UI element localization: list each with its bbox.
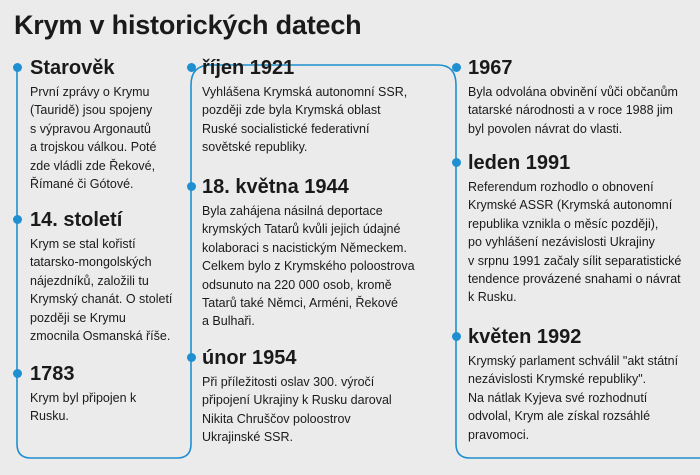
entry-text: Krym byl připojen k Rusku. <box>30 391 137 424</box>
timeline-dot <box>187 353 196 362</box>
timeline-entry-october-1921 <box>202 56 442 157</box>
entry-heading: únor 1954 <box>202 347 297 369</box>
timeline-entry-may-1944 <box>202 175 447 331</box>
entry-text: Krym se stal kořistí tatarsko-mongolských nájezdníků, založili tu Krymský chanát. O století později se Krymu zmocnila Osmanská říše. <box>30 237 173 344</box>
entry-text: Referendum rozhodlo o obnovení Krymské ASSR (Krymská autonomní republika vznikla o měsíc později), po vyhlášení nezávislosti Ukrajiny v srpnu 1991 začaly sílit separatistické tendence provázené snahami o návrat k Rusku. <box>468 180 682 305</box>
timeline-entry-1967 <box>468 56 698 138</box>
entry-heading: 1967 <box>468 57 513 79</box>
entry-heading: 1783 <box>30 363 75 385</box>
timeline-dot <box>13 369 22 378</box>
timeline-entry-january-1991 <box>468 151 698 307</box>
timeline-entry-ancient <box>30 56 180 193</box>
entry-heading: Starověk <box>30 57 115 79</box>
entry-text: Byla odvolána obvinění vůči občanům tatarské národnosti a v roce 1988 jim byl povolen návrat do vlasti. <box>468 85 678 136</box>
timeline-dot <box>452 332 461 341</box>
entry-text: První zprávy o Krymu (Tauridě) jsou spojeny s výpravou Argonautů a trojskou válkou. Poté zde vládli zde Řekové, Římané či Gótové. <box>30 85 157 192</box>
entry-text: Při příležitosti oslav 300. výročí připojení Ukrajiny k Rusku daroval Nikita Chruščov poloostrov Ukrajinské SSR. <box>202 375 392 445</box>
entry-heading: 14. století <box>30 209 123 231</box>
page-title: Krym v historických datech <box>14 10 362 40</box>
timeline-entry-14th-century <box>30 208 180 345</box>
entry-heading: květen 1992 <box>468 326 582 348</box>
timeline-entry-february-1954 <box>202 346 442 447</box>
entry-text: Krymský parlament schválil "akt státní nezávislosti Krymské republiky". Na nátlak Kyjeva své rozhodnutí odvolal, Krym ale získal rozsáhlé pravomoci. <box>468 354 679 442</box>
timeline-entry-1783 <box>30 362 180 426</box>
timeline-entry-may-1992 <box>468 325 698 444</box>
entry-text: Vyhlášena Krymská autonomní SSR, později zde byla Krymská oblast Ruské socialistické federativní sovětské republiky. <box>202 85 408 155</box>
timeline-dot <box>13 63 22 72</box>
entry-heading: leden 1991 <box>468 152 571 174</box>
timeline-dot <box>187 182 196 191</box>
entry-heading: říjen 1921 <box>202 57 295 79</box>
entry-text: Byla zahájena násilná deportace krymských Tatarů kvůli jejich údajné kolaboraci s nacistickým Německem. Celkem bylo z Krymského poloostrova odsunuto na 220 000 osob, kromě Tatarů také Němci, Arméni, Řekové a Bulhaři. <box>202 204 415 329</box>
entry-heading: 18. května 1944 <box>202 176 349 198</box>
timeline-dot <box>13 215 22 224</box>
timeline-dot <box>452 158 461 167</box>
timeline-dot <box>452 63 461 72</box>
timeline-dot <box>187 63 196 72</box>
